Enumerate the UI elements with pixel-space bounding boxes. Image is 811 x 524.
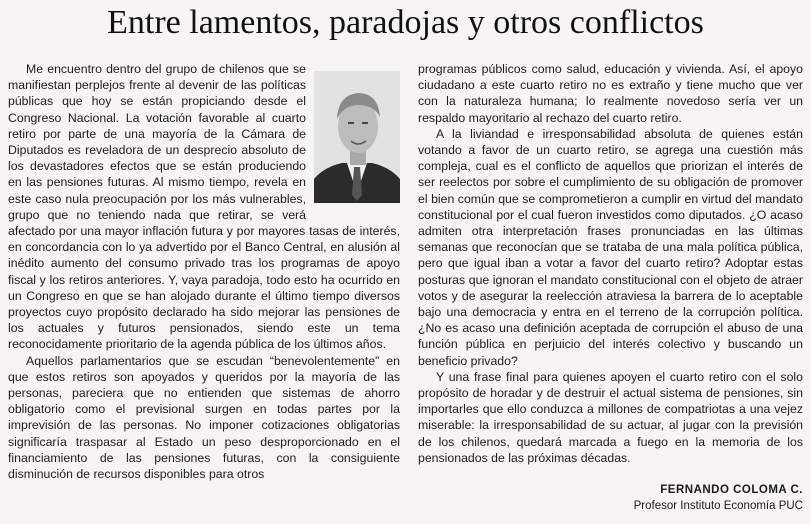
author-role: Profesor Instituto Economía PUC (633, 500, 803, 512)
col1-paragraph-1: Me encuentro dentro del grupo de chilenos que se manifiestan perplejos frente al devenir de las políticas públicas que hoy se están propiciando desde el Congreso Nacional. La votación favorable al cuarto retiro por parte de una mayoría de la Cámara de Diputados es reveladora de un desprecio absoluto de los devastadores efectos que se están produciendo en las pensiones futuras. Al mismo tiempo, revela en este caso nula preocupación por los más vulnerables, grupo que no teniendo nada que retirar, se verá afectado por una mayor inflación futura y por mayores tasas de interés, en concordancia con lo ya advertido por el Banco Central, en alusión al inédito aumento del consumo privado tras los programas de apoyo fiscal y los retiros anteriores. Y, vaya paradoja, todo esto ha ocurrido en un Congreso en que se han alojado durante el último tiempo diversos proyectos cuyo propósito declarado ha sido mejorar las pensiones de los actuales y futuros pensionados, siendo este un tema reconocidamente prioritario de la agenda pública de los últimos años. (8, 62, 400, 352)
col2-paragraph-3: Y una frase final para quienes apoyen el cuarto retiro con el solo propósito de horadar y de destruir el actual sistema de pensiones, sin importarles que ello conduzca a millones de compatriotas a una vejez miserable: la irresponsabilidad de su actuar, al jugar con la previsión de los chilenos, quedará marcada a fuego en la memoria de los pensionados de las próximas décadas. (418, 369, 803, 465)
article-title: Entre lamentos, paradojas y otros conflictos (107, 4, 704, 41)
author-photo (314, 71, 400, 203)
col2-paragraph-2: A la liviandad e irresponsabilidad absoluta de quienes están votando a favor de un cuarto retiro, se agrega una cuestión más compleja, cual es el conflicto de aquellos que priorizan el interés de ser reelectos por sobre el cumplimiento de su obligación de promover el bien común que se comprometieron a cumplir en virtud del mandato constitucional por el cual fueron investidos como diputados. ¿O acaso admiten otra interpretación frases pronunciadas en las últimas semanas que reconocían que se trataba de una mala política pública, pero que igual iban a votar a favor del cuarto retiro? Adoptar estas posturas que ignoran el mandato constitucional con el objeto de atraer votos y de asegurar la reelección atraviesa la barrera de lo aceptable bajo una democracia y entra en el terreno de la corrupción política. ¿No es acaso una definición aceptada de corrupción el abuso de una función pública en perjuicio del interés colectivo y buscando un beneficio privado? (418, 126, 803, 368)
author-name: FERNANDO COLOMA C. (660, 484, 803, 496)
col1-paragraph-2: Aquellos parlamentarios que se escudan “benevolentemente” en que estos retiros son apoyados y queridos por la mayoría de las personas, pareciera que no entienden que sistemas de ahorro obligatorio como el previsional surgen en todas partes por la imprevisión de las personas. No imponer cotizaciones obligatorias significaría traspasar al Estado un peso desproporcionado en el financiamiento de las pensiones futuras, con la consiguiente disminución de recursos disponibles para otros (8, 353, 400, 482)
article-column-2 (418, 61, 803, 466)
col2-paragraph-1: programas públicos como salud, educación y vivienda. Así, el apoyo ciudadano a este cuarto retiro no es extraño y tiene mucho que ver con la naturaleza humana; lo realmente novedoso sería ver un respaldo mayoritario al rechazo del cuarto retiro. (418, 62, 803, 125)
article-column-1 (8, 61, 400, 482)
